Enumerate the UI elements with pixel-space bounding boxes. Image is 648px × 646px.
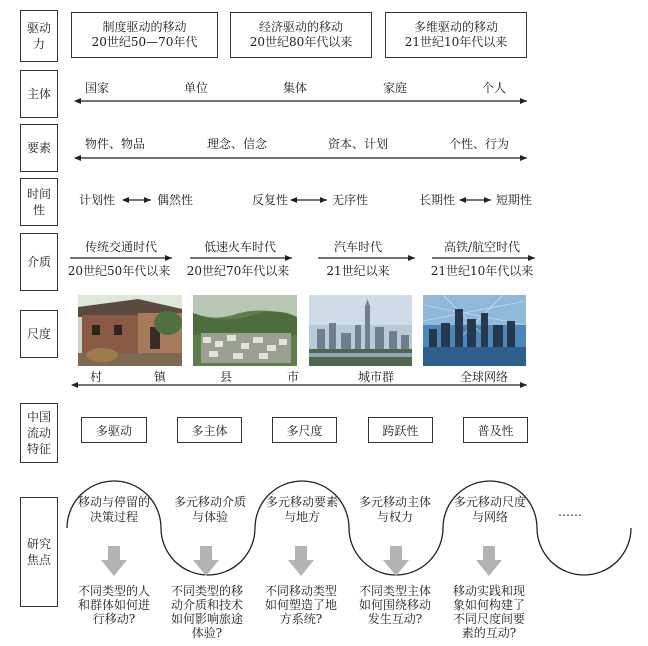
row-label-medium: 介质	[20, 233, 58, 291]
question-media-experience: 不同类型的移动介质和技术如何影响旅途体验?	[170, 584, 243, 640]
time-accidental: 偶然性	[156, 193, 194, 207]
medium-traditional-period: 20世纪50年代以来	[67, 264, 171, 278]
village-photo	[78, 295, 182, 366]
driver-period: 21世纪10年代以来	[404, 35, 508, 49]
city-photo	[309, 295, 412, 366]
row-label-subject: 主体	[20, 70, 58, 118]
medium-traditional: 传统交通时代	[84, 240, 158, 254]
element-ideas: 理念、信念	[206, 137, 268, 151]
driver-period: 20世纪80年代以来	[249, 35, 353, 49]
down-arrow-icon	[288, 546, 314, 576]
scale-city: 市	[286, 370, 300, 384]
time-disorderly: 无序性	[331, 193, 369, 207]
scale-town: 镇	[153, 370, 167, 384]
down-arrow-icon	[101, 546, 127, 576]
medium-highspeed-period: 21世纪10年代以来	[430, 264, 534, 278]
global-network-photo	[423, 295, 526, 366]
driver-box-economic	[230, 12, 372, 58]
element-personality: 个性、行为	[448, 137, 510, 151]
row-label-driver: 驱动力	[20, 10, 58, 62]
question-subject-interaction: 不同类型主体如何围绕移动发生互动?	[358, 584, 431, 626]
scale-village: 村	[89, 370, 103, 384]
driver-title: 经济驱动的移动	[258, 20, 343, 34]
subject-collective: 集体	[282, 81, 308, 95]
focus-subject-power: 多元移动主体与权力	[358, 495, 431, 524]
medium-slow-train-period: 20世纪70年代以来	[186, 264, 290, 278]
row-label-china: 中国流动特征	[20, 403, 58, 463]
feature-multi-subject: 多主体	[177, 417, 242, 443]
subject-state: 国家	[84, 81, 110, 95]
medium-highspeed: 高铁/航空时代	[443, 240, 521, 254]
driver-period: 20世纪50—70年代	[91, 35, 198, 49]
scale-county: 县	[219, 370, 233, 384]
time-repetitive: 反复性	[251, 193, 289, 207]
feature-multi-driver: 多驱动	[81, 417, 147, 443]
focus-ellipsis: ……	[558, 505, 582, 519]
focus-decision-process: 移动与停留的决策过程	[77, 495, 150, 524]
driver-title: 多维驱动的移动	[413, 20, 498, 34]
scale-global-network: 全球网络	[459, 370, 509, 384]
medium-slow-train: 低速火车时代	[203, 240, 277, 254]
row-label-research: 研究焦点	[20, 497, 58, 607]
question-scale-interaction: 移动实践和现象如何构建了不同尺度间要素的互动?	[452, 584, 525, 640]
driver-box-multidimensional	[385, 12, 527, 58]
question-who-moves: 不同类型的人和群体如何进行移动?	[77, 584, 150, 626]
medium-car-period: 21世纪以来	[326, 264, 390, 278]
feature-leapfrog: 跨跃性	[368, 417, 433, 443]
time-short-term: 短期性	[495, 193, 533, 207]
down-arrow-icon	[383, 546, 409, 576]
element-objects: 物件、物品	[84, 137, 146, 151]
subject-work-unit: 单位	[183, 81, 209, 95]
row-label-scale: 尺度	[20, 310, 58, 358]
down-arrow-icon	[193, 546, 219, 576]
driver-title: 制度驱动的移动	[102, 20, 187, 34]
focus-media-experience: 多元移动介质与体验	[173, 495, 246, 524]
focus-scale-network: 多元移动尺度与网络	[453, 495, 526, 524]
county-photo	[193, 295, 297, 366]
row-label-element: 要素	[20, 124, 58, 172]
question-shape-place: 不同移动类型如何塑造了地方系统?	[264, 584, 337, 626]
driver-box-institutional	[71, 12, 218, 58]
row-label-time: 时间性	[20, 178, 58, 226]
focus-elements-place: 多元移动要素与地方	[265, 495, 338, 524]
medium-car: 汽车时代	[333, 240, 383, 254]
feature-multi-scale: 多尺度	[272, 417, 337, 443]
time-planned: 计划性	[78, 193, 116, 207]
down-arrow-icon	[476, 546, 502, 576]
element-capital: 资本、计划	[327, 137, 389, 151]
subject-individual: 个人	[481, 81, 507, 95]
subject-family: 家庭	[382, 81, 408, 95]
research-wave	[67, 481, 631, 575]
scale-city-cluster: 城市群	[357, 370, 395, 384]
time-long-term: 长期性	[418, 193, 456, 207]
feature-universality: 普及性	[463, 417, 528, 443]
